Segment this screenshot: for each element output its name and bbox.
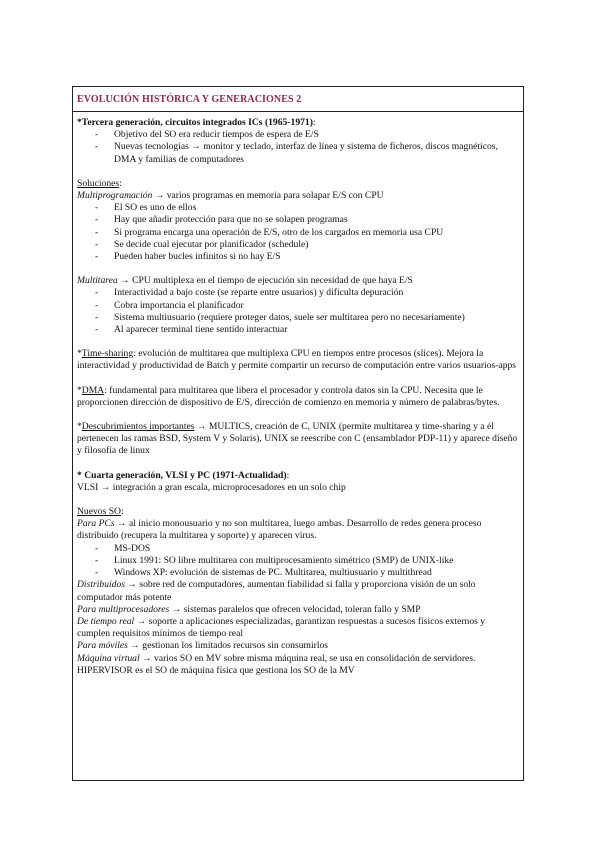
list-item: - MS-DOS [77,543,519,555]
list-item: - Windows XP: evolución de sistemas de PC. Multitarea, multiusuario y multithread [77,567,519,579]
list-item: - Pueden haber bucles infinitos si no hay E/S [77,251,519,263]
third-gen-heading: *Tercera generación, circuitos integrados ICs (1965-1971): [77,117,316,128]
multitarea-list [77,287,519,336]
list-item: - Linux 1991: SO libre multitarea con multiprocesamiento simétrico (SMP) de UNIX-like [77,555,519,567]
multitarea-line: Multitarea → CPU multiplexa en el tiempo de ejecución sin necesidad de que haya E/S [77,275,413,287]
nuevos-so-heading: Nuevos SO: [77,506,124,518]
list-item: - El SO es uno de ellos [77,202,519,214]
distribuidos-line: Distribuidos → sobre red de computadores, aumentan fiabilidad si falla y proporciona visión de un solo computador más potente [77,579,476,603]
list-item: - Cobra importancia el planificador [77,300,519,312]
list-item: - Al aparecer terminal tiene sentido interactuar [77,324,519,336]
list-item: - Nuevas tecnologías → monitor y teclado, interfaz de línea y sistema de ficheros, discos magnéticos, DMA y familias de computadores [77,141,519,165]
fourth-gen-text: VLSI → integración a gran escala, microprocesadores en un solo chip [77,481,346,493]
page-title: EVOLUCIÓN HISTÓRICA Y GENERACIONES 2 [73,87,523,112]
multiprogramacion-line: Multiprogramación → varios programas en memoria para solapar E/S con CPU [77,190,384,202]
soluciones-heading: Soluciones: [77,177,122,189]
list-item: - Se decide cual ejecutar por planificador (schedule) [77,239,519,251]
document-frame [72,86,524,781]
list-item: - Objetivo del SO era reducir tiempos de espera de E/S [77,129,519,141]
list-item: - Sistema multiusuario (requiere proteger datos, suele ser multitarea pero no necesariamente) [77,312,519,324]
multiprogramacion-list [77,202,519,263]
para-pcs-line: Para PCs → al inicio monousuario y no son multitarea, luego ambas. Desarrollo de redes genera proceso distribuido (recupera la multitarea y soporte) y aparecen virus. [77,518,482,542]
document-body [73,112,523,677]
timesharing-paragraph: *Time-sharing: evolución de multitarea que multiplexa CPU en tiempos entre procesos (slices). Mejora la interactividad y productividad de Batch y permite compartir un recurso de computación entre varios usuarios-apps [77,348,517,372]
maquina-virtual-line: Máquina virtual → varios SO en MV sobre misma máquina real, se usa en consolidación de servidores. HIPERVISOR es el SO de máquina física que gestiona los SO de la MV [77,652,476,676]
dma-paragraph: *DMA: fundamental para multitarea que libera el procesador y controla datos sin la CPU. Necesita que le proporcionen dirección de dispositivo de E/S, dirección de comienzo en memoria y número de palabras/bytes. [77,384,500,408]
moviles-line: Para móviles → gestionan los limitados recursos sin consumirlos [77,640,329,652]
fourth-gen-heading: * Cuarta generación, VLSI y PC (1971-Actualidad): [77,469,290,481]
tiempo-real-line: De tiempo real → soporte a aplicaciones especializadas, garantizan respuestas a sucesos físicos externos y cumplen requisitos mínimos de tiempo real [77,615,486,640]
multiprocesadores-line: Para multiprocesadores → sistemas paralelos que ofrecen velocidad, toleran fallo y SMP [77,603,421,615]
third-gen-list [77,129,519,166]
list-item: - Hay que añadir protección para que no se solapen programas [77,214,519,226]
list-item: - Si programa encarga una operación de E/S, otro de los cargados en memoria usa CPU [77,227,519,239]
descubrimientos-paragraph: *Descubrimientos importantes → MULTICS, creación de C, UNIX (permite multitarea y time-sharing y a él pertenecen las ramas BSD, System V y Solaris), UNIX se reescribe con C (ensamblador PDP-11) y aparece diseño y filosofía de linux [77,421,518,457]
para-pcs-list [77,543,519,580]
list-item: - Interactividad a bajo coste (se reparte entre usuarios) y dificulta depuración [77,287,519,299]
